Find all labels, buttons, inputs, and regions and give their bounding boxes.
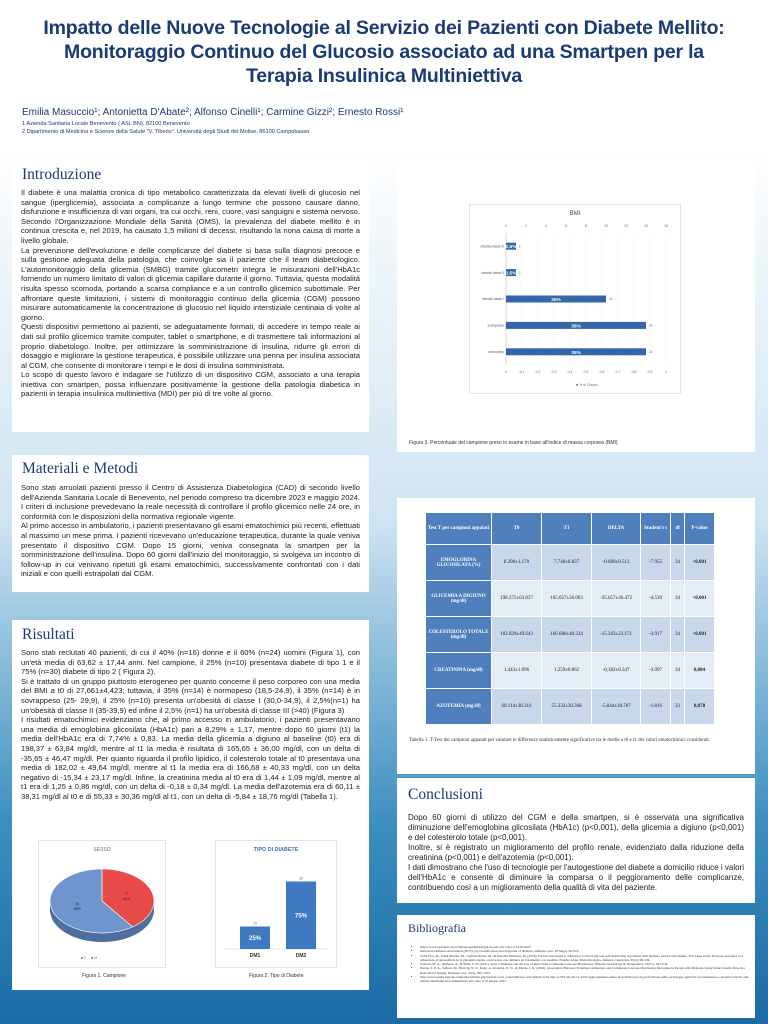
bmi-category-label: normopeso — [488, 350, 504, 354]
pie-label-f: F — [125, 892, 128, 897]
methods-section — [12, 455, 369, 592]
bmi-top-tick: 4 — [545, 224, 547, 228]
table-cell: -35.657±46.472 — [592, 581, 641, 617]
reference-item: • Jackson, M. A., Ahmann, A., & Shah, V. N. (2021). Type 2 Diabetes and the Use of Real-Time Continuous Glucose Monitoring. Diabetes technology & therapeutics, 23(S1), S27-S34. — [420, 962, 750, 966]
row-label: GLICEMIA A DIGIUNO (mg/dl) — [426, 581, 492, 617]
bmi-count-label: 10 — [609, 297, 613, 302]
figure-2-caption: Figura 2. Tipo di Diabete — [249, 973, 304, 979]
table-header: P-value — [685, 513, 715, 545]
bmi-category-label: obesità classe III — [480, 244, 504, 249]
pie-value-f: 40% — [123, 897, 131, 902]
bmi-bottom-tick: 0,9 — [647, 370, 653, 374]
table-1-caption: Tabella 1. T-Test dei campioni appaiati per valutare le differenze statisticamente significative tra le medie a t0 e t1 dei valori ematochimici considerati. — [409, 738, 711, 743]
bmi-value-label: 35% — [571, 350, 581, 356]
bmi-top-tick: 8 — [585, 224, 587, 228]
bmi-count-label: 14 — [649, 350, 653, 354]
methods-paragraph-1: Sono stati arruolati pazienti presso il Centro di Assistenza Diabetologica (CAD) di secondo livello dell'Azienda Sanitaria Locale di Benevento, nel periodo compreso tra dicembre 2023 e maggio 2024. I criteri di inclusione prevedevano la reale necessità di controllare il profilo glicemico nelle 24 ore, in conformità con le disposizioni della normativa regionale vigente. — [21, 483, 360, 521]
bmi-count-label: 14 — [649, 323, 653, 328]
bmi-bottom-tick: 1 — [665, 370, 667, 374]
results-paragraph-3: I risultati ematochimici evidenziano che, al primo accesso in ambulatorio, i pazienti presentavano una media di emoglobina glicosilata (HbA1c) pari a 8,29% ± 1,17, mentre dopo 60 giorni (t1) la media dell'HbA1c era di 7,74% ± 0,83. La media della glicemia a digiuno al baseline (t0) era di 198,37 ± 63,84 mg/dl, mentre al t1 la media è risultata di 165,65 ± 36,00 mg/dl, con un delta di -35,65 ± 46,47 mg/dl. Per quanto riguarda il profilo lipidico, il colesterolo totale al t0 presentava una media di 182,02 ± 49,64 mg/dl, mentre al t1 la media era di 166,68 ± 40,33 mg/dl, con un delta negativo di -15,34 ± 23,17 mg/dl. Infine, la creatinina media al t0 era di 1,44 ± 1,09 mg/dl, mentre al t1 era di 1,25 ± 0,86 mg/dl, con un delta di -0,18 ± 0,34 mg/dl. La media dell'azotemia era di 60,11 ± 38,31 mg/dl al t0 e di 55,33 ± 30,36 mg/dl al t1, con un delta di -5,84 ± 18,76 mg/dl (Tabella 1). — [21, 715, 360, 801]
table-cell: 34 — [671, 617, 685, 653]
affiliation-1: 1 Azienda Sanitaria Locale Benevento ( ASL BN), 82100 Benevento — [22, 121, 190, 127]
row-label: COLESTEROLO TOTALE (mg/dl) — [426, 617, 492, 653]
reference-list — [412, 945, 750, 984]
bmi-top-tick: 16 — [664, 224, 668, 228]
intro-title: Introduzione — [22, 166, 102, 183]
results-paragraph-1: Sono stati reclutati 40 pazienti, di cui il 40% (n=16) donne e il 60% (n=24) uomini (Figura 1), con un'età media di 63,62 ± 17,44 anni. Nel campione, il 25% (n=10) presentava diabete di tipo 1 e il 75% (n=30) diabete di tipo 2 ( Figura 2). — [21, 648, 360, 677]
conclusions-paragraph-3: I dati dimostrano che l'uso di tecnologie per l'autogestione del diabete a domicilio riduce i valori dell'HbA1c e consente di diminuire la comparsa o il peggioramento delle complicanze, contribuendo così a un miglioramento della qualità di vita del paziente. — [408, 863, 744, 892]
figure-1-caption: Figura 1. Campione — [82, 973, 126, 979]
table-cell: 1.443±1.096 — [492, 653, 542, 689]
bmi-bottom-tick: 0 — [505, 370, 507, 374]
table-cell: -0,182±0.347 — [592, 653, 641, 689]
reference-item: • http://www.sanita.regione.campania.it/index.php?option=com_content&view=article&id=1234 dgrc-n-794-del-29-12-2023-aggiornamento-linee-di-indirizzo-per-la-prescrizione-delle-tecnologie-applicate-al-trattamento-e-all-autocontrollo-del-diabete-mellito&catid=20&Itemid=101 visto il 10 giugno 2024 — [420, 975, 750, 984]
bmi-value-label: 25% — [551, 298, 561, 303]
table-cell: <0.001 — [685, 545, 715, 581]
bar-value-label: 75% — [294, 913, 308, 920]
table-row — [426, 689, 715, 725]
conclusions-paragraph-1: Dopo 60 giorni di utilizzo del CGM e della smartpen, si è osservata una significativa diminuzione dell'emoglobina glicosilata (HbA1c) (p<0,001), della glicemia a digiuno (p<0,001) e del colesterolo totale (p<0,001). — [408, 813, 744, 842]
bmi-category-label: obesità classe II — [481, 270, 504, 275]
results-title: Risultati — [22, 626, 75, 643]
bmi-top-tick: 12 — [624, 224, 628, 228]
bmi-count-label: 1 — [519, 270, 521, 275]
table-header: Student's t — [641, 513, 671, 545]
ttest-table — [425, 512, 715, 725]
intro-paragraph-1: Il diabete è una malattia cronica di tipo metabolico caratterizzata da elevati livelli di glucosio nel sangue (iperglicemia), associata a complicanze a lungo termine che possono causare danno, disfunzione e insufficienza di vari organi, tra cui occhi, reni, cuore, vasi sanguigni e sistema nervoso. Secondo l'Organizzazione Mondiale della Sanità (OMS), la prevalenza del diabete mellito è in continua crescita e, nel 2019, ha causato 1,5 milioni di decessi, risultando la nona causa di morte a livello globale. — [21, 188, 360, 245]
table-cell: <0.001 — [685, 617, 715, 653]
table-row — [426, 617, 715, 653]
table-cell: 7,740±0.837 — [542, 545, 592, 581]
table-cell: 0,004 — [685, 653, 715, 689]
bmi-top-tick: 6 — [565, 224, 567, 228]
table-row — [426, 545, 715, 581]
bmi-category-label: obesità classe I — [482, 297, 504, 302]
table-cell: 34 — [671, 653, 685, 689]
pie-label-m: M — [75, 901, 79, 906]
conclusions-title: Conclusioni — [408, 786, 483, 803]
results-section — [12, 620, 369, 990]
reference-item: • Dunne, T. P. A., Seibert, M., Hartvig, N. V., Kanc, A., Rosabal, N. N., & Mader, J. K. (2024). Association Between Treatment Adherence and Continuous Glucose Monitoring Outcomes in People with Diabetes Using Smart Insulin Pens in a Real-World Setting. Diabetes care, 47(6), 995-1003. — [420, 966, 750, 975]
bmi-bottom-tick: 0,5 — [583, 370, 589, 374]
table-cell: 34 — [671, 545, 685, 581]
row-label: CREATININA (mg/dl) — [426, 653, 492, 689]
figure-3-panel — [397, 160, 755, 452]
table-cell: 166.686±40.334 — [542, 617, 592, 653]
conclusions-paragraph-2: Inoltre, si è registrato un miglioramento del profilo renale, evidenziato dalla riduzione della creatinina (p<0,001) e dell'azotemia (p<0,001). — [408, 843, 744, 862]
title-line-3: Terapia Insulinica Multiniettiva — [245, 65, 523, 87]
bar-count-label: 10 — [253, 921, 257, 926]
reference-item: • Vidal Flor, M., Jansà Morató, M., Galindo Rubio, M., & Penalba Martínez, M. (2018). Factors associated to adherence to blood glucose self-monitoring in patients with diabetes treated with insulin. The dApa study. Factores asociados a la adherencia al autoanálisis de la glucemia capilar en personas con diabetes en tratamiento con insulina. Estudio dApa. Endocrinologia, diabetes y nutricion, 65(2), 99-106. — [420, 954, 750, 963]
figure-2-bar-chart — [215, 840, 337, 968]
intro-paragraph-3: Questi dispositivi permettono ai pazienti, se adeguatamente formati, di accedere in tempo reale ai dati sul profilo glicemico tramite computer, tablet o smartphone, e di trasmettere tali informazioni al proprio diabetologo. Inoltre, per ottimizzare la somministrazione di insulina, ridurre gli errori di dosaggio e migliorare la gestione terapeutica, è possibile utilizzare una penna per insulina associata al CGM, che consente di monitorare i tempi e le dosi di insulina somministrata. — [21, 322, 360, 370]
table-cell: 60.114±38.316 — [492, 689, 542, 725]
table-header: df — [671, 513, 685, 545]
bmi-top-tick: 2 — [525, 224, 527, 228]
bmi-value-label: 35% — [571, 324, 581, 330]
bmi-chart-svg — [470, 205, 680, 393]
bmi-bottom-tick: 0,6 — [599, 370, 605, 374]
table-cell: 1.259±0.862 — [542, 653, 592, 689]
table-cell: <0.001 — [685, 581, 715, 617]
table-row — [426, 581, 715, 617]
bmi-value-label: 2,5% — [505, 245, 517, 251]
reference-item: • https://www.epicentro.iss.it/diabete/epidemiologia-mondo site visto il 24/10/2023 — [420, 945, 750, 949]
intro-paragraph-4: Lo scopo di questo lavoro è indagare se l'utilizzo di un dispositivo CGM, associato a una terapia iniettiva con smartpen, possa influenzare positivamente la gestione della patologia diabetica in pazienti in terapia insulinica multiniettiva (MDI) per più di tre volte al giorno. — [21, 370, 360, 399]
bmi-bottom-tick: 0,7 — [615, 370, 621, 374]
bar-category-label: DM1 — [249, 953, 261, 959]
title-line-1: Impatto delle Nuove Tecnologie al Servizio dei Pazienti con Diabete Mellito: — [43, 17, 725, 39]
authors: Emilia Masuccio¹; Antonietta D'Abate²; Alfonso Cinelli¹; Carmine Gizzi²; Ernesto Rossi¹ — [22, 107, 404, 118]
table-cell: 198.375±63.837 — [492, 581, 542, 617]
pie-value-m: 60% — [73, 906, 81, 911]
diabetes-chart-title: TIPO DI DIABETE — [253, 847, 299, 853]
pie-title: SESSO — [93, 847, 111, 853]
bar-count-label: 30 — [299, 876, 303, 881]
bmi-bottom-tick: 0,3 — [551, 370, 557, 374]
table-cell: -0.689±0.513 — [592, 545, 641, 581]
bmi-legend: ■ % di Classe — [576, 383, 598, 387]
results-paragraph-2: Si è trattato di un gruppo piuttosto eterogeneo per quanto concerne il peso corporeo con una media del BMI a t0 di 27,661±4,423; tuttavia, il 35% (n=14) è normopeso (18,5-24,9), il 35% (n=14) è in sovrappeso (25- 29,9), il 25% (n=10) presenta un'obesità di classe I (30,0-34,9), il 2,5%(n=1) ha un'obesità di classe II (35-39,9) ed infine il 2,5% (n=1) ha un'obesità di classe III (>40) (Figura 3) — [21, 676, 360, 715]
bmi-top-tick: 14 — [644, 224, 648, 228]
table-cell: 8.298±1.170 — [492, 545, 542, 581]
intro-section — [12, 160, 369, 432]
bibliography-title: Bibliografia — [408, 921, 466, 935]
bmi-category-label: sovrappeso — [487, 323, 504, 328]
bmi-chart-frame — [469, 204, 681, 394]
table-cell: 34 — [671, 581, 685, 617]
table-cell: -7.955 — [641, 545, 671, 581]
bmi-chart-title: BMI — [569, 211, 581, 217]
pie-legend-m: ■ M — [91, 956, 98, 960]
methods-title: Materiali e Metodi — [22, 460, 139, 477]
reference-item: • American Diabetes Association (2015). (2) Classification and diagnosis of diabetes. Diabetes care, 38 Suppl, S8-S16. — [420, 949, 750, 953]
bmi-count-label: 1 — [519, 244, 521, 249]
figure-1-pie-chart — [38, 840, 166, 968]
bmi-top-tick: 10 — [604, 224, 608, 228]
table-cell: 55.332±30.368 — [542, 689, 592, 725]
bmi-bottom-tick: 0,4 — [567, 370, 573, 374]
table-header: T1 — [542, 513, 592, 545]
methods-paragraph-2: Al primo accesso in ambulatorio, i pazienti presentavano gli esami ematochimici più recenti, effettuati al massimo un mese prima. I pazienti ricevevano un'educazione terapeutica, durante la quale veniva presentato il dispositivo CGM. Dopo 15 giorni, veniva consegnata la smartpen per la somministrazione dell'insulina. Dopo 60 giorni dall'inizio del monitoraggio, si svolgeva un incontro di follow-up in cui venivano ripetuti gli esami ematochimici, successivamente confrontati con i dati iniziali e con quelli estrapolati dal CGM. — [21, 521, 360, 579]
table-cell: -3.917 — [641, 617, 671, 653]
conclusions-section — [397, 778, 755, 903]
bmi-bottom-tick: 0,2 — [535, 370, 541, 374]
intro-paragraph-2: La prevenzione dell'evoluzione e delle complicanze del diabete si basa sulla diagnosi precoce e sulla gestione adeguata della patologia, che coinvolge sia il paziente che il team diabetologico. L'automonitoraggio della glicemia (SMBG) tramite glucometri integra le misurazioni dell'HbA1c fornendo un numero limitato di valori di glicemia capillare durante il giorno. Tuttavia, questa modalità risulta spesso scomoda, portando a scarsa compliance e a un controllo glicemico subottimale. Per affrontare queste limitazioni, i sistemi di monitoraggio continuo della glicemia (CGM) possono misurare automaticamente la concentrazione di glucosio nel liquido interstiziale centinaia di volte al giorno. — [21, 245, 360, 322]
bar-value-label: 25% — [248, 935, 262, 942]
pie-legend-f: ■ F — [81, 956, 87, 960]
figure-3-caption: Figura 3. Percentuale del campione preso in esame in base all'indice di massa corporea (BMI) — [409, 440, 618, 446]
table-header: T0 — [492, 513, 542, 545]
title-line-2: Monitoraggio Continuo del Glucosio associato ad una Smartpen per la — [64, 41, 704, 63]
table-cell: -3.097 — [641, 653, 671, 689]
poster-title — [10, 16, 758, 88]
bmi-top-tick: 0 — [505, 224, 507, 228]
table-cell: 165.657±36.003 — [542, 581, 592, 617]
table-cell: -15.343±23.171 — [592, 617, 641, 653]
row-label: EMOGLOBINA GLICOSILATA (%) — [426, 545, 492, 581]
table-cell: -5,844±18.767 — [592, 689, 641, 725]
table-cell: -4.539 — [641, 581, 671, 617]
bmi-bottom-tick: 0,1 — [519, 370, 525, 374]
row-label: AZOTEMIA (mg/dl) — [426, 689, 492, 725]
table-1-panel — [397, 498, 755, 774]
table-cell: 0,078 — [685, 689, 715, 725]
bmi-value-label: 2,5% — [505, 271, 517, 277]
table-header: DELTA — [592, 513, 641, 545]
table-cell: -1.816 — [641, 689, 671, 725]
table-header: Test T per campioni appaiati — [426, 513, 492, 545]
diabetes-type-chart-svg — [216, 841, 336, 967]
pie-chart-svg — [39, 841, 165, 967]
bmi-bottom-tick: 0,8 — [631, 370, 637, 374]
table-row — [426, 653, 715, 689]
bar-category-label: DM2 — [295, 953, 307, 959]
affiliation-2: 2 Dipartimento di Medicina e Scienze della Salute "V. Tiberio". Università degli Studi del Molise, 86100 Campobasso — [22, 129, 310, 135]
table-cell: 182.029±49.643 — [492, 617, 542, 653]
table-cell: 33 — [671, 689, 685, 725]
